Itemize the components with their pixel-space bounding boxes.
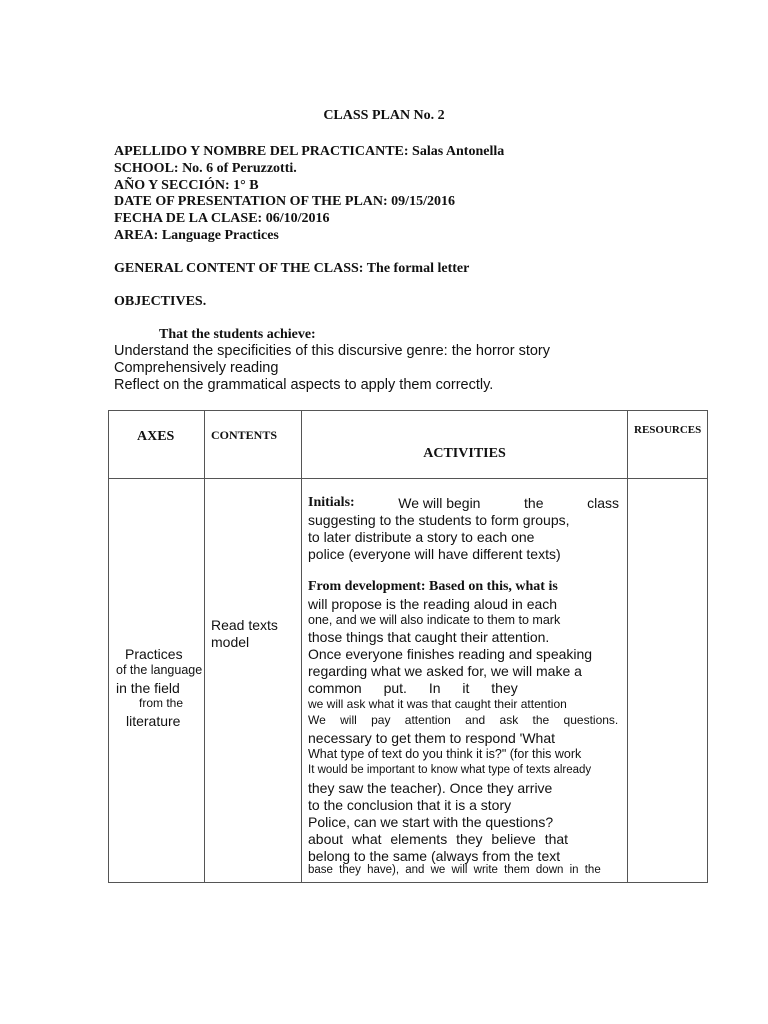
axes-text: Practices (125, 646, 183, 662)
development-text: common put. In it they (308, 680, 518, 696)
axes-header-cell (109, 411, 205, 479)
axes-header: AXES (137, 429, 175, 444)
activities-header-cell (302, 411, 628, 479)
development-text: they saw the teacher). Once they arrive (308, 780, 553, 796)
development-text: We will pay attention and ask the questions. (308, 713, 619, 727)
development-text: necessary to get them to respond 'What (308, 730, 556, 746)
initials-line (308, 495, 619, 511)
development-text: we will ask what it was that caught their attention (308, 697, 567, 711)
resources-header-cell (628, 411, 708, 479)
objective-item: Understand the specificities of this discursive genre: the horror story (114, 343, 551, 359)
class-plan-table (108, 410, 708, 883)
student-name-line: APELLIDO Y NOMBRE DEL PRACTICANTE: Salas Antonella (114, 144, 505, 159)
development-text: It would be important to know what type of texts already (308, 764, 592, 776)
activities-cell (302, 479, 628, 883)
resources-header: RESOURCES (634, 424, 702, 436)
axes-cell (109, 479, 205, 883)
contents-text: Read texts (211, 617, 278, 633)
initials-text: suggesting to the students to form groups, (308, 512, 570, 528)
page-title: CLASS PLAN No. 2 (323, 108, 445, 123)
development-heading: From development: Based on this, what is (308, 579, 558, 594)
school-line: SCHOOL: No. 6 of Peruzzotti. (114, 161, 297, 176)
contents-header: CONTENTS (211, 428, 278, 442)
development-text: regarding what we asked for, we will make a (308, 663, 582, 679)
class-date-line: FECHA DE LA CLASE: 06/10/2016 (114, 211, 330, 226)
development-text: those things that caught their attention. (308, 629, 550, 645)
objectives-intro: That the students achieve: (159, 327, 316, 342)
development-text: base they have), and we will write them down in the (308, 864, 601, 876)
development-text: to the conclusion that it is a story (308, 797, 512, 813)
activities-header: ACTIVITIES (423, 446, 506, 461)
table-header-row (109, 411, 708, 479)
development-text: about what elements they believe that (308, 831, 569, 847)
objective-item: Reflect on the grammatical aspects to apply them correctly. (114, 377, 494, 393)
general-content-line: GENERAL CONTENT OF THE CLASS: The formal letter (114, 261, 470, 276)
area-line: AREA: Language Practices (114, 228, 279, 243)
axes-text: from the (139, 696, 184, 710)
objectives-heading: OBJECTIVES. (114, 294, 207, 309)
development-text: Once everyone finishes reading and speaking (308, 646, 593, 662)
initials-text: police (everyone will have different texts) (308, 546, 561, 562)
axes-text: of the language (116, 663, 203, 677)
development-text: What type of text do you think it is?" (for this work (308, 747, 582, 761)
contents-header-cell (205, 411, 302, 479)
development-text: belong to the same (always from the text (308, 848, 561, 864)
development-text: Police, can we start with the questions? (308, 814, 554, 830)
contents-text: model (211, 634, 250, 650)
contents-cell (205, 479, 302, 883)
development-text: one, and we will also indicate to them to mark (308, 613, 561, 627)
table-row (109, 479, 708, 883)
axes-text: literature (126, 713, 181, 729)
axes-text: in the field (116, 680, 180, 696)
presentation-date-line: DATE OF PRESENTATION OF THE PLAN: 09/15/2016 (114, 194, 455, 209)
initials-word: We will begin (398, 495, 481, 511)
objective-item: Comprehensively reading (114, 360, 279, 376)
resources-cell (628, 479, 708, 883)
year-section-line: AÑO Y SECCIÓN: 1° B (114, 178, 259, 193)
initials-text: to later distribute a story to each one (308, 529, 535, 545)
initials-label: Initials: (308, 495, 355, 510)
initials-word: the (524, 495, 544, 511)
development-text: will propose is the reading aloud in each (308, 596, 558, 612)
initials-word: class (587, 495, 619, 511)
